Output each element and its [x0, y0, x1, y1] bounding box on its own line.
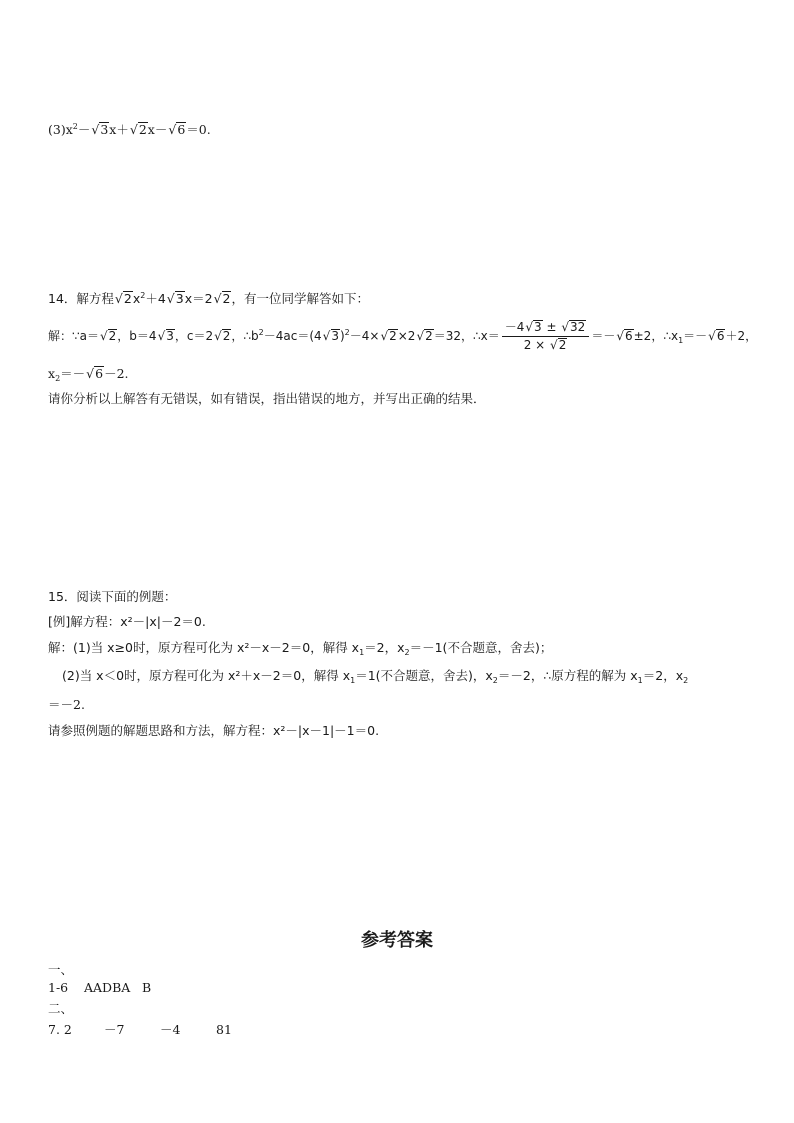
sqrt-radicand: √ 6 [176, 122, 186, 136]
sqrt-radicand: √ 2 [138, 122, 148, 136]
subscript: 1 [637, 676, 643, 685]
sqrt [157, 328, 175, 344]
answer-value: B [142, 980, 152, 995]
q14-solution-line1 [48, 320, 757, 353]
answers-heading: 参考答案 [361, 930, 433, 951]
answers-section-1: 一、 [48, 962, 74, 977]
text: ＝2，x [364, 640, 405, 655]
text: ) [339, 329, 345, 343]
sqrt-radicand: √ 3 [99, 122, 109, 136]
sqrt-radicand: √ 6 [716, 329, 725, 343]
sqrt-radicand: √ 2 [388, 329, 397, 343]
sqrt [379, 328, 397, 344]
text: x＝2 [184, 291, 213, 306]
text: ＝－ [683, 329, 708, 343]
text: ＝－ [591, 329, 616, 343]
text: ，b＝4 [117, 329, 157, 343]
text: －2. [104, 366, 129, 381]
text: －4ac＝(4 [263, 329, 322, 343]
text: x＋ [109, 122, 129, 137]
subscript: 2 [55, 374, 61, 383]
subscript: 1 [359, 648, 365, 657]
q14-prompt [48, 291, 369, 307]
q15-task: 请参照例题的解题思路和方法，解方程：x²－|x－1|－1＝0. [48, 723, 380, 738]
text: ＋4 [145, 291, 166, 306]
sqrt [167, 122, 186, 138]
sqrt [549, 338, 567, 353]
text: ± [542, 320, 561, 334]
q15-case1 [48, 640, 552, 656]
q13-part3: $(3)x^2-√$ 3x＋√ 2x－√ 6＝0. [48, 122, 211, 138]
q14-instruction: 请你分析以上解答有无错误，如有错误，指出错误的地方，并写出正确的结果． [48, 391, 486, 406]
answer-label: 1-6 [48, 980, 69, 995]
sqrt [90, 122, 109, 138]
sqrt [99, 328, 117, 344]
text: ×2 [397, 329, 416, 343]
q15-example: [例]解方程：x²－|x|－2＝0. [48, 614, 206, 629]
fraction-numerator [502, 320, 590, 337]
answer-value: －4 [160, 1022, 181, 1037]
sqrt-radicand: √ 3 [331, 329, 340, 343]
sqrt [213, 291, 232, 307]
sqrt-radicand: √ 2 [424, 329, 433, 343]
text: x－ [147, 122, 168, 137]
text: x [132, 291, 141, 306]
sqrt-radicand: √ 6 [94, 366, 104, 380]
sqrt [85, 366, 104, 382]
answers-section-2: 二、 [48, 1001, 74, 1016]
q14-solution-line2 [48, 366, 129, 382]
text: (3)x [48, 122, 73, 137]
sqrt [129, 122, 148, 138]
text: ＝－ [60, 366, 86, 381]
sqrt [213, 328, 231, 344]
sqrt [322, 328, 340, 344]
sqrt-radicand: √ 2 [123, 291, 133, 305]
text: －4× [349, 329, 380, 343]
text: ，有一位同学解答如下： [231, 291, 369, 306]
answer-value: －7 [104, 1022, 125, 1037]
sqrt-radicand: √ 3 [175, 291, 185, 305]
subscript: 1 [350, 676, 356, 685]
text: 解：∵a＝ [48, 329, 99, 343]
text: 2 × [523, 338, 550, 352]
answer-label: 7. 2 [48, 1022, 72, 1037]
fraction-denominator [502, 337, 590, 353]
text: ，c＝2 [174, 329, 214, 343]
q15-title: 15．阅读下面的例题： [48, 589, 177, 604]
text: ＋2， [725, 329, 758, 343]
exponent: 2 [344, 328, 350, 337]
text: ＝0. [186, 122, 211, 137]
text: ＝32，∴x＝ [433, 329, 500, 343]
text: 解：(1)当 x≥0时，原方程可化为 x²－x－2＝0，解得 x [48, 640, 360, 655]
sqrt [560, 320, 586, 335]
sqrt-radicand: √ 3 [533, 320, 542, 334]
sqrt-radicand: √ 6 [624, 329, 633, 343]
sqrt [114, 291, 133, 307]
sqrt-radicand: √ 2 [108, 329, 117, 343]
text: ＝－2，∴原方程的解为 x [497, 668, 638, 683]
q15-case2 [62, 668, 688, 684]
sqrt [524, 320, 542, 335]
sqrt [707, 328, 725, 344]
sqrt [166, 291, 185, 307]
answer-value: 81 [216, 1022, 232, 1037]
subscript: 1 [678, 336, 684, 345]
sqrt-radicand: √ 2 [222, 291, 232, 305]
sqrt-radicand: √ 3 [166, 329, 175, 343]
q15-case2-continued: ＝－2. [48, 697, 85, 712]
answer-values: AADBA [84, 980, 131, 995]
exponent: 2 [258, 328, 264, 337]
text: ，∴b [231, 329, 259, 343]
text: (2)当 x＜0时，原方程可化为 x²＋x－2＝0，解得 x [62, 668, 351, 683]
exponent: 2 [72, 122, 78, 131]
answers-row-1 [48, 980, 151, 996]
text: x [48, 366, 56, 381]
text: ±2，∴x [633, 329, 679, 343]
fraction [502, 320, 590, 353]
sqrt-radicand: √ 2 [222, 329, 231, 343]
sqrt [415, 328, 433, 344]
answers-row-2 [48, 1022, 232, 1038]
sqrt [615, 328, 633, 344]
exponent: 2 [140, 291, 146, 300]
text: ＝－1(不合题意，舍去)； [409, 640, 553, 655]
text: ＝1(不合题意，舍去)，x [355, 668, 493, 683]
sqrt-radicand: √ 32 [569, 320, 586, 334]
text: －4 [504, 320, 525, 334]
subscript: 2 [492, 676, 498, 685]
subscript: 2 [683, 676, 689, 685]
subscript: 2 [404, 648, 410, 657]
text: 14．解方程 [48, 291, 114, 306]
sqrt-radicand: √ 2 [558, 338, 567, 352]
text: ＝2，x [642, 668, 684, 683]
